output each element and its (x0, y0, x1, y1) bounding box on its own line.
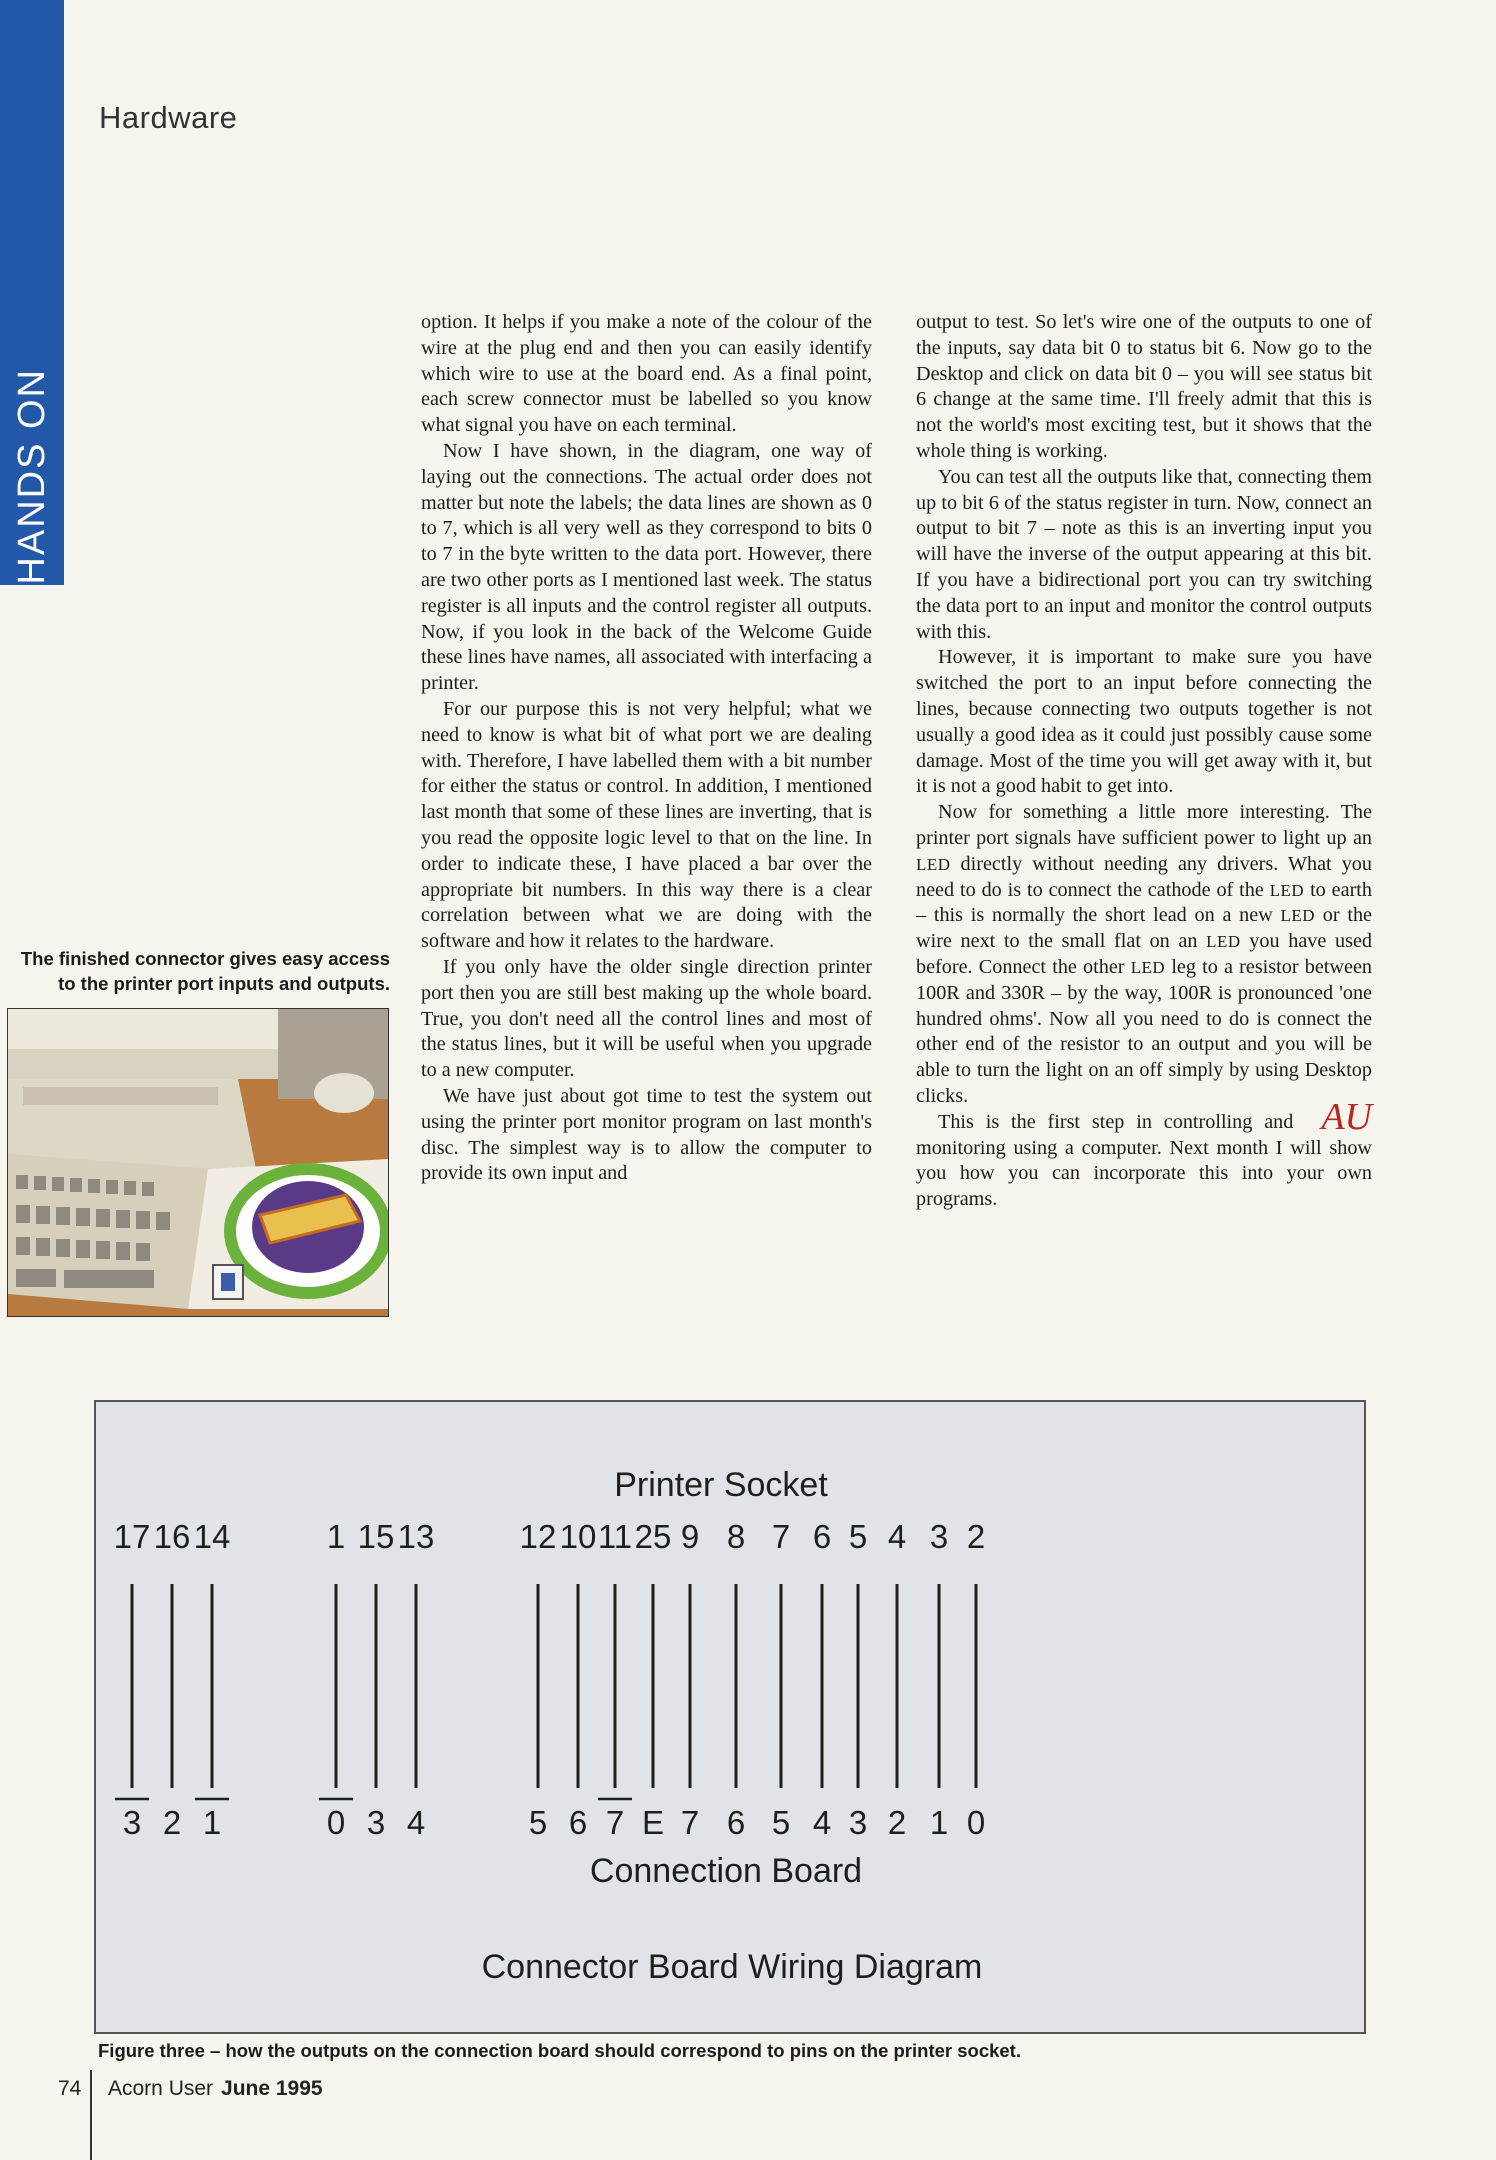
paragraph-led (916, 800, 1372, 1110)
pin-label: 15 (357, 1518, 395, 1555)
pin-label: 11 (597, 1518, 633, 1555)
pin-label: 10 (559, 1518, 597, 1555)
wiring-diagram (94, 1400, 1366, 2034)
magazine-name: Acorn User (108, 2077, 214, 2100)
bit-label: 1 (929, 1804, 949, 1841)
article-column-1 (421, 310, 872, 1187)
paragraph: For our purpose this is not very helpful; what we need to know is what bit of what port we are dealing with. Therefore, I have labelled them with a bit number for either the status or control. In addition, I mentioned last month that some of these lines are inverting, that is you read the opposite logic level to that on the line. In order to indicate these, I have placed a bar over the appropriate bit numbers. In this way there is a clear correlation between what we are doing with the software and how it relates to the hardware. (421, 697, 872, 953)
magazine-credit (108, 2077, 323, 2101)
text-run: you have used before. Connect the other (916, 930, 1373, 978)
article-column-2 (916, 310, 1372, 1213)
pin-label: 2 (966, 1518, 986, 1555)
bit-label: 5 (771, 1804, 791, 1841)
pin-label: 1 (326, 1518, 346, 1555)
diagram-title: Printer Socket (614, 1466, 828, 1504)
sidebar-label: HANDS ON (10, 368, 53, 585)
pin-label: 3 (929, 1518, 949, 1555)
bit-label: 0 (966, 1804, 986, 1841)
paragraph: output to test. So let's wire one of the outputs to one of the inputs, say data bit 0 to status bit 6. Now go to the Desktop and click on data bit 0 – you will see status bit 6 change at the same time. I'll freely admit that this is not the world's most exciting test, but it shows that the whole thing is working. (916, 311, 1372, 462)
text-run: to earth – this is normally the short lead on a new (916, 878, 1372, 927)
wires-layer (114, 1518, 986, 1841)
photo-caption: The finished connector gives easy access to the printer port inputs and outputs. (20, 948, 390, 994)
sidebar-label-wrap (0, 0, 64, 585)
led-term: LED (1130, 957, 1166, 977)
text-run: directly without needing any drivers. What you need to do is to connect the cathode of the (916, 852, 1372, 901)
text-run: or the wire next to the small flat on an (916, 904, 1372, 953)
led-term: LED (1206, 932, 1241, 952)
bit-label: 4 (812, 1804, 832, 1841)
photo-illustration (8, 1009, 388, 1316)
pin-label: 17 (113, 1518, 151, 1555)
paragraph-final (916, 1095, 1372, 1213)
bit-label: 5 (528, 1804, 548, 1841)
bit-label: 2 (162, 1804, 182, 1841)
pin-label: 4 (887, 1518, 907, 1555)
text-run: Now for something a little more interesting. The printer port signals have sufficient power to light up an (916, 801, 1372, 849)
bit-label: 7 (605, 1804, 625, 1841)
bit-label: 3 (122, 1804, 142, 1841)
issue-date: June 1995 (221, 2077, 323, 2100)
wiring-diagram-svg (96, 1402, 1364, 2032)
pin-label: 13 (397, 1518, 435, 1555)
pin-label: 14 (193, 1518, 231, 1555)
figure-caption: Figure three – how the outputs on the connection board should correspond to pins on the printer socket. (98, 2040, 1021, 2061)
section-header: Hardware (99, 100, 238, 135)
diagram-footer-title: Connector Board Wiring Diagram (481, 1948, 983, 1986)
paragraph: We have just about got time to test the system out using the printer port monitor program on last month's disc. The simplest way is to allow the computer to provide its own input and (421, 1084, 872, 1185)
bit-label: 4 (406, 1804, 426, 1841)
paragraph: However, it is important to make sure you have switched the port to an input before connecting the lines, because connecting two outputs together is not usually a good idea as it could just possibly cause some damage. Most of the time you will get away with it, but it is not a good habit to get into. (916, 646, 1372, 798)
pin-label: 7 (771, 1518, 791, 1555)
bit-label: 1 (202, 1804, 222, 1841)
pin-label: 25 (634, 1518, 672, 1555)
bit-label: 2 (887, 1804, 907, 1841)
diagram-subtitle: Connection Board (589, 1852, 863, 1890)
bit-label: 6 (568, 1804, 588, 1841)
pin-label: 5 (848, 1518, 868, 1555)
pin-label: 9 (680, 1518, 700, 1555)
pin-label: 16 (153, 1518, 191, 1555)
footer-rule (90, 2070, 92, 2160)
text-run: This is the first step in controlling and monitoring using a computer. Next month I will show you how you can incorporate this into your own programs. (916, 1110, 1372, 1211)
pin-label: 8 (726, 1518, 746, 1555)
pin-label: 6 (812, 1518, 832, 1555)
pin-label: 12 (519, 1518, 557, 1555)
page-number: 74 (58, 2077, 82, 2100)
bit-label: 3 (366, 1804, 386, 1841)
bit-label: E (641, 1804, 665, 1841)
bit-label: 0 (326, 1804, 346, 1841)
bit-label: 7 (680, 1804, 700, 1841)
paragraph: option. It helps if you make a note of the colour of the wire at the plug end and then you can easily identify which wire to use at the board end. As a final point, each screw connector must be labelled so you know what signal you have on each terminal. (421, 311, 872, 437)
au-logo: AU (1321, 1095, 1372, 1138)
paragraph: You can test all the outputs like that, connecting them up to bit 6 of the status register in turn. Now, connect an output to bit 7 – note as this is an inverting input you will have the inverse of the output appearing at this bit. If you have a bidirectional port you can try switching the data port to an input and monitor the control outputs with this. (916, 465, 1372, 643)
bit-label: 6 (726, 1804, 746, 1841)
led-term: LED (1269, 880, 1305, 900)
led-term: LED (1280, 906, 1316, 926)
paragraph: If you only have the older single direction printer port then you are still best making up the whole board. True, you don't need all the control lines and most of the status lines, but it will be useful when you upgrade to a new computer. (421, 955, 872, 1082)
led-term: LED (916, 854, 951, 874)
paragraph: Now I have shown, in the diagram, one way of laying out the connections. The actual order does not matter but note the labels; the data lines are shown as 0 to 7, which is all very well as they correspond to bits 0 to 7 in the byte written to the data port. However, there are two other ports as I mentioned last week. The status register is all inputs and the control register all outputs. Now, if you look in the back of the Welcome Guide these lines have names, all associated with interfacing a printer. (421, 439, 872, 695)
text-run: leg to a resistor between 100R and 330R – by the way, 100R is pronounced 'one hundred ohms'. Now all you need to do is connect the other end of the resistor to an output and you will be able to turn the light on an off simply by using Desktop clicks. (916, 955, 1372, 1107)
bit-label: 3 (848, 1804, 868, 1841)
connector-photo (7, 1008, 389, 1317)
